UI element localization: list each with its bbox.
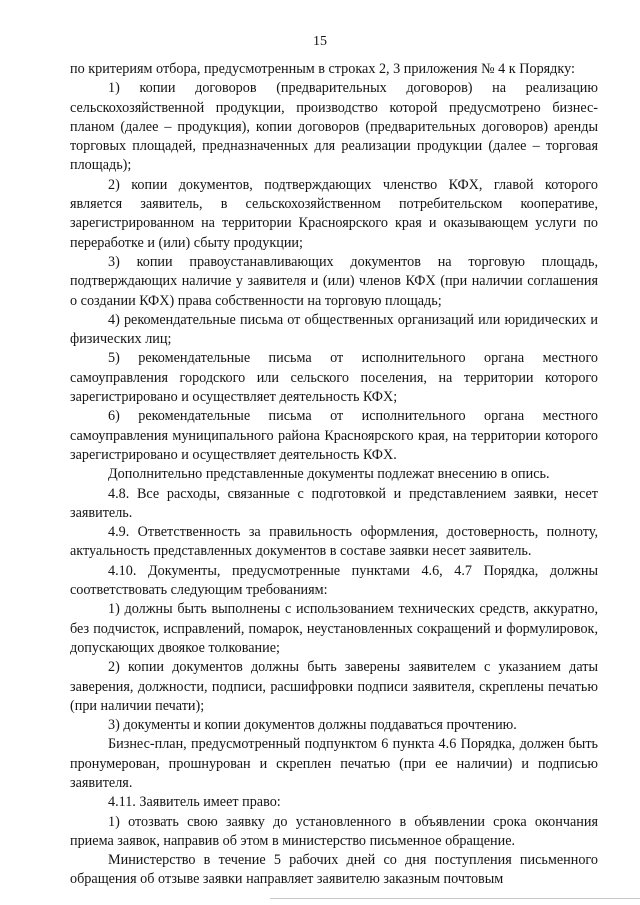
paragraph-item-2-cooperative-membership: 2) копии документов, подтверждающих членство КФХ, главой которого является заявитель, в сельскохозяйственном потребительском кооперативе, зарегистрированном на территории Красноярского края и оказывающем услуги по переработке и (или) сбыту продукции; xyxy=(70,176,598,251)
paragraph-4-10: 4.10. Документы, предусмотренные пунктами 4.6, 4.7 Порядка, должны соответствовать следующим требованиям: xyxy=(70,562,598,599)
document-body xyxy=(70,60,598,890)
scan-edge-line xyxy=(270,898,640,899)
paragraph-business-plan: Бизнес-план, предусмотренный подпунктом 6 пункта 4.6 Порядка, должен быть пронумерован, прошнурован и скреплен печатью (при ее наличии) и подписью заявителя. xyxy=(70,736,598,791)
paragraph-additional-documents: Дополнительно представленные документы подлежат внесению в опись. xyxy=(108,466,550,483)
paragraph-item-5-settlement-letters: 5) рекомендательные письма от исполнительного органа местного самоуправления городского или сельского поселения, на территории которого зарегистрировано и осуществляет деятельность КФХ; xyxy=(70,350,598,406)
paragraph-continuation: по критериям отбора, предусмотренным в строках 2, 3 приложения № 4 к Порядку: xyxy=(70,61,575,77)
paragraph-item-6-district-letters: 6) рекомендательные письма от исполнительного органа местного самоуправления муниципального района Красноярского края, на территории которого зарегистрировано и осуществляет деятельность КФХ. xyxy=(70,408,598,463)
paragraph-4-10-item-2: 2) копии документов должны быть заверены заявителем с указанием даты заверения, должности, подписи, расшифровки подписи заявителя, скреплены печатью (при наличии печати); xyxy=(70,659,598,714)
paragraph-ministry-response: Министерство в течение 5 рабочих дней со дня поступления письменного обращения об отзыве заявки направляет заявителю заказным почтовым xyxy=(70,852,598,888)
paragraph-4-11: 4.11. Заявитель имеет право: xyxy=(108,794,281,811)
paragraph-4-10-item-1: 1) должны быть выполнены с использованием технических средств, аккуратно, без подчисток, исправлений, помарок, неустановленных сокращений и формулировок, допускающих двоякое толкование; xyxy=(70,601,598,656)
paragraph-4-8: 4.8. Все расходы, связанные с подготовкой и представлением заявки, несет заявитель. xyxy=(70,485,598,521)
paragraph-item-4-recommendation-letters: 4) рекомендательные письма от общественных организаций или юридических и физических лиц; xyxy=(70,311,598,348)
paragraph-item-1-contracts: 1) копии договоров (предварительных договоров) на реализацию сельскохозяйственной продукции, производство которой предусмотрено бизнес-планом (далее – продукция), копии договоров (предварительных договоров) аренды торговых площадей, предназначенных для реализации продукции (далее – торговая площадь); xyxy=(70,80,598,174)
paragraph-item-3-ownership-documents: 3) копии правоустанавливающих документов на торговую площадь, подтверждающих наличие у заявителя и (или) членов КФХ (при наличии соглашения о создании КФХ) права собственности на торговую площадь; xyxy=(70,253,598,309)
paragraph-4-11-item-1: 1) отозвать свою заявку до установленного в объявлении срока окончания приема заявок, направив об этом в министерство письменное обращение. xyxy=(70,813,598,849)
page-number: 15 xyxy=(313,34,327,49)
paragraph-4-9: 4.9. Ответственность за правильность оформления, достоверность, полноту, актуальность представленных документов в составе заявки несет заявитель. xyxy=(70,524,598,560)
paragraph-4-10-item-3: 3) документы и копии документов должны поддаваться прочтению. xyxy=(108,717,517,734)
